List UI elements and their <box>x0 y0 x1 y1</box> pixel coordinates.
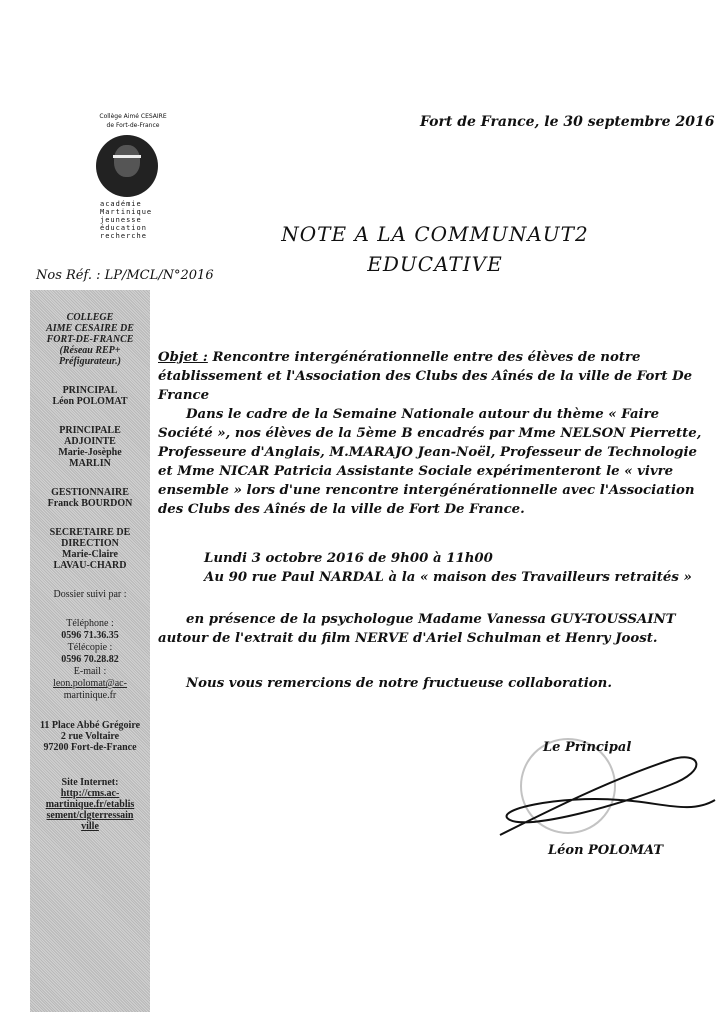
adjointe-block <box>34 425 146 469</box>
sb-line: E-mail : <box>73 666 107 677</box>
sb-line: ADJOINTE <box>64 436 116 447</box>
website-block <box>34 777 146 832</box>
principal-block <box>34 385 146 407</box>
email-link[interactable]: martinique.fr <box>63 690 117 701</box>
sb-line: AIME CESAIRE DE <box>46 323 134 334</box>
sb-line: Site Internet: <box>61 777 119 788</box>
logo-line: Martinique <box>100 208 153 216</box>
signatory-role: Le Principal <box>543 740 632 755</box>
thanks: Nous vous remercions de notre fructueuse collaboration. <box>186 676 612 691</box>
signatory-name: Léon POLOMAT <box>548 843 664 858</box>
objet-text: Rencontre intergénérationnelle entre des élèves de notre établissement et l'Association des Clubs des Aînés de la ville de Fort De France <box>158 350 693 403</box>
sb-line: Téléphone : <box>66 618 114 629</box>
reference: Nos Réf. : LP/MCL/N°2016 <box>36 268 214 283</box>
sb-line: DIRECTION <box>61 538 119 549</box>
email-link[interactable]: leon.polomat@ac- <box>53 678 127 689</box>
website-link[interactable]: ville <box>81 821 99 832</box>
website-link[interactable]: http://cms.ac- <box>60 788 120 799</box>
sb-line: Léon POLOMAT <box>52 396 128 407</box>
website-link[interactable]: sement/clgterressain <box>46 810 134 821</box>
sb-line: 97200 Fort-de-France <box>43 742 137 753</box>
sidebar-letterhead <box>30 290 150 1012</box>
glasses-icon <box>113 155 141 164</box>
school-line: Collège Aimé CESAIRE <box>99 113 167 120</box>
logo-line: académie <box>100 200 142 208</box>
title-line-2: EDUCATIVE <box>367 252 503 276</box>
college-block <box>34 312 146 367</box>
sb-line: Franck BOURDON <box>47 498 133 509</box>
sb-line: LAVAU-CHARD <box>53 560 127 571</box>
sb-line: Préfigurateur.) <box>59 356 121 367</box>
sb-line: Marie-Claire <box>62 549 118 560</box>
school-line: de Fort-de-France <box>106 122 160 129</box>
dossier-label: Dossier suivi par : <box>53 589 127 600</box>
objet-label: Objet : <box>158 350 208 365</box>
logo-line: éducation <box>100 224 147 232</box>
letter-date: Fort de France, le 30 septembre 2016 <box>420 114 715 130</box>
event-location: Au 90 rue Paul NARDAL à la « maison des Travailleurs retraités » <box>204 570 692 585</box>
sb-line: PRINCIPALE <box>59 425 121 436</box>
sb-line: 11 Place Abbé Grégoire <box>39 720 141 731</box>
sb-line: Télécopie : <box>67 642 113 653</box>
title-line-1: NOTE A LA COMMUNAUT2 <box>281 222 589 246</box>
fax: 0596 70.28.82 <box>61 654 119 665</box>
address-block <box>34 720 146 753</box>
sb-line: (Réseau REP+ <box>59 345 121 356</box>
sb-line: GESTIONNAIRE <box>51 487 129 498</box>
signature-icon <box>470 740 720 850</box>
school-name <box>78 112 188 130</box>
secretaire-block <box>34 527 146 571</box>
event-date: Lundi 3 octobre 2016 de 9h00 à 11h00 <box>204 551 493 566</box>
phone: 0596 71.36.35 <box>61 630 119 641</box>
sb-line: COLLEGE <box>66 312 114 323</box>
paragraph-1: Dans le cadre de la Semaine Nationale autour du thème « Faire Société », nos élèves de la 5ème B encadrés par Mme NELSON Pierrette, Professeure d'Anglais, M.MARAJO Jean-Noël, Professeur de Technologie et Mme NICAR Patricia Assistante Sociale expérimenteront le « vivre ensemble » lors d'une rencontre intergénérationnelle avec l'Association des Clubs des Aînés de la ville de Fort De France. <box>158 407 702 517</box>
contact-block <box>34 618 146 702</box>
sb-line: PRINCIPAL <box>62 385 118 396</box>
sb-line: FORT-DE-FRANCE <box>46 334 134 345</box>
logo-line: jeunesse <box>100 216 142 224</box>
sb-line: SECRETAIRE DE <box>49 527 131 538</box>
gestionnaire-block <box>34 487 146 509</box>
sb-line: 2 rue Voltaire <box>60 731 120 742</box>
academy-logo-text <box>100 200 170 240</box>
website-link[interactable]: martinique.fr/etablis <box>45 799 135 810</box>
sb-line: Marie-Josèphe <box>58 447 122 458</box>
sb-line: MARLIN <box>69 458 111 469</box>
logo-line: recherche <box>100 232 147 240</box>
paragraph-2: en présence de la psychologue Madame Vanessa GUY-TOUSSAINT autour de l'extrait du film NERVE d'Ariel Schulman et Henry Joost. <box>158 612 676 646</box>
objet-paragraph <box>158 348 703 405</box>
